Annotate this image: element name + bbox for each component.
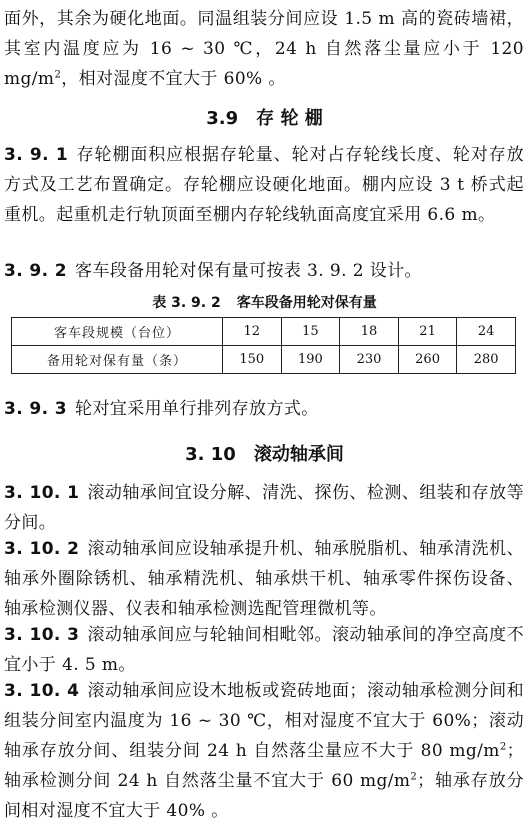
clause-text: 客车段备用轮对保有量可按表 3. 9. 2 设计。: [75, 261, 422, 281]
table-row: [12, 318, 516, 346]
clause-text: 滚动轴承间宜设分解、清洗、探伤、检测、组装和存放等分间。: [4, 483, 524, 533]
table-cell: 12: [223, 318, 282, 346]
clause-number: 3. 9. 3: [4, 399, 68, 419]
section-number: 3. 10: [185, 444, 236, 465]
table-cell: 21: [398, 318, 457, 346]
clause-number: 3. 10. 2: [4, 539, 80, 559]
superscript: 2: [54, 69, 62, 81]
table-cell: 24: [457, 318, 516, 346]
section-heading-3-9: [0, 104, 529, 130]
superscript: 2: [499, 741, 507, 753]
clause-3-9-2: [4, 256, 524, 286]
clause-number: 3. 9. 1: [4, 145, 69, 165]
table-title: 客车段备用轮对保有量: [236, 295, 377, 311]
clause-3-10-1: [4, 478, 524, 538]
clause-text: 滚动轴承间应设轴承提升机、轴承脱脂机、轴承清洗机、轴承外圈除锈机、轴承精洗机、轴承烘干机、轴承零件探伤设备、轴承检测仪器、仪表和轴承检测选配管理微机等。: [4, 539, 524, 619]
paragraph-text: ，相对湿度不宜大于 60% 。: [61, 69, 286, 89]
clause-text: 滚动轴承间应设木地板或瓷砖地面；滚动轴承检测分间和组装分间室内温度为 16 ~ 30 ℃，相对湿度不宜大于 60%；滚动轴承存放分间、组装分间 24 h 自然落尘量应不大于 80 mg/m: [4, 681, 524, 761]
clause-text: 滚动轴承间应与轮轴间相毗邻。滚动轴承间的净空高度不宜小于 4. 5 m。: [4, 625, 524, 675]
clause-number: 3. 10. 4: [4, 681, 80, 701]
table-number: 表 3. 9. 2: [152, 295, 221, 311]
paragraph-text: 面外，其余为硬化地面。同温组装分间应设 1.5 m 高的瓷砖墙裙，其室内温度应为 16 ~ 30 ℃，24 h 自然落尘量应小于 120 mg/m: [4, 9, 524, 89]
table-row-label: 客车段规模（台位）: [12, 318, 223, 346]
table-3-9-2: [11, 317, 516, 374]
section-number: 3.9: [206, 108, 239, 129]
clause-number: 3. 10. 3: [4, 625, 80, 645]
clause-3-10-3: [4, 620, 524, 680]
clause-3-10-4: [4, 676, 524, 826]
table-cell: 15: [281, 318, 340, 346]
clause-3-9-3: [4, 394, 524, 424]
table-row-label: 备用轮对保有量（条）: [12, 346, 223, 374]
table-caption: [0, 292, 529, 312]
table-cell: 260: [398, 346, 457, 374]
clause-text: ；轴承存放分间相对湿度不宜大于 40% 。: [4, 771, 524, 821]
table-cell: 230: [340, 346, 399, 374]
superscript: 2: [410, 771, 418, 783]
table-row: [12, 346, 516, 374]
clause-number: 3. 9. 2: [4, 261, 68, 281]
table-cell: 280: [457, 346, 516, 374]
clause-text: 存轮棚面积应根据存轮量、轮对占存轮线长度、轮对存放方式及工艺布置确定。存轮棚应设硬化地面。棚内应设 3 t 桥式起重机。起重机走行轨顶面至棚内存轮线轨面高度宜采用 6.6 m。: [4, 145, 524, 225]
paragraph-continued: [4, 4, 524, 94]
clause-number: 3. 10. 1: [4, 483, 80, 503]
section-heading-3-10: [0, 440, 529, 466]
section-title: 滚动轴承间: [253, 444, 344, 465]
table-cell: 150: [223, 346, 282, 374]
clause-3-9-1: [4, 140, 524, 230]
section-title: 存 轮 棚: [256, 108, 323, 129]
clause-3-10-2: [4, 534, 524, 624]
table-cell: 190: [281, 346, 340, 374]
clause-text: 轮对宜采用单行排列存放方式。: [75, 399, 319, 419]
clause-text: ；轴承检测分间 24 h 自然落尘量不宜大于 60 mg/m: [4, 741, 524, 791]
table-cell: 18: [340, 318, 399, 346]
